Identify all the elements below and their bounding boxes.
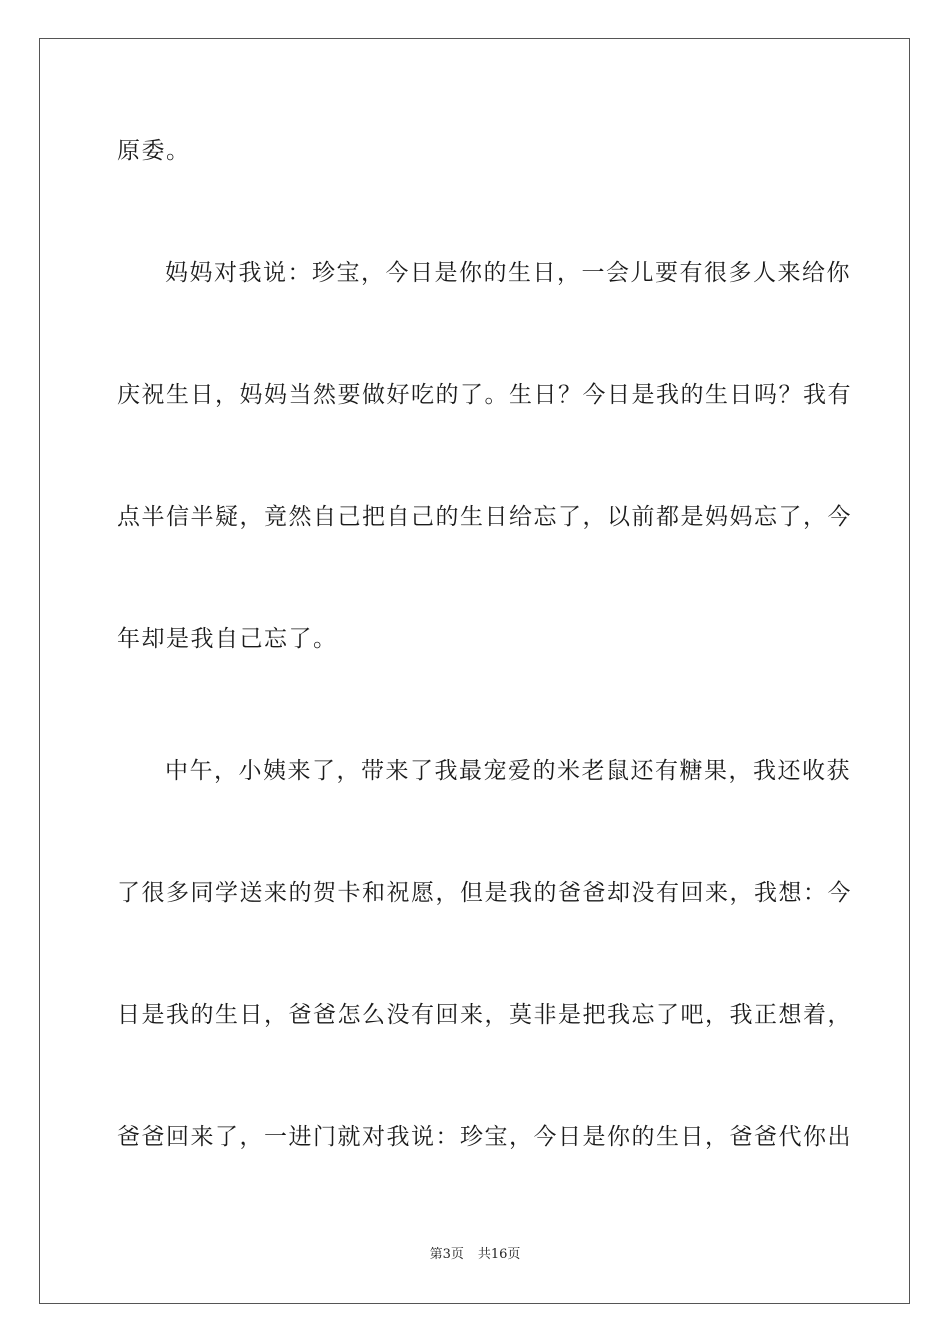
paragraph-first-line: 妈妈对我说：珍宝，今日是你的生日，一会儿要有很多人来给你 [165,260,851,286]
text-line: 了很多同学送来的贺卡和祝愿，但是我的爸爸却没有回来，我想：今 [117,880,852,906]
page-footer [0,1246,950,1264]
text-line: 日是我的生日，爸爸怎么没有回来，莫非是把我忘了吧，我正想着， [117,1002,852,1028]
page-frame [39,38,910,1304]
page-number: 第3页 [429,1247,464,1262]
page-total: 共16页 [477,1247,521,1262]
text-line: 点半信半疑，竟然自己把自己的生日给忘了，以前都是妈妈忘了，今 [117,504,852,530]
text-line: 爸爸回来了，一进门就对我说：珍宝，今日是你的生日，爸爸代你出 [117,1124,852,1150]
paragraph-first-line: 中午，小姨来了，带来了我最宠爱的米老鼠还有糖果，我还收获 [165,758,851,784]
text-line: 年却是我自己忘了。 [117,626,338,652]
text-line: 原委。 [117,138,191,164]
text-line: 庆祝生日，妈妈当然要做好吃的了。生日？今日是我的生日吗？我有 [117,382,852,408]
